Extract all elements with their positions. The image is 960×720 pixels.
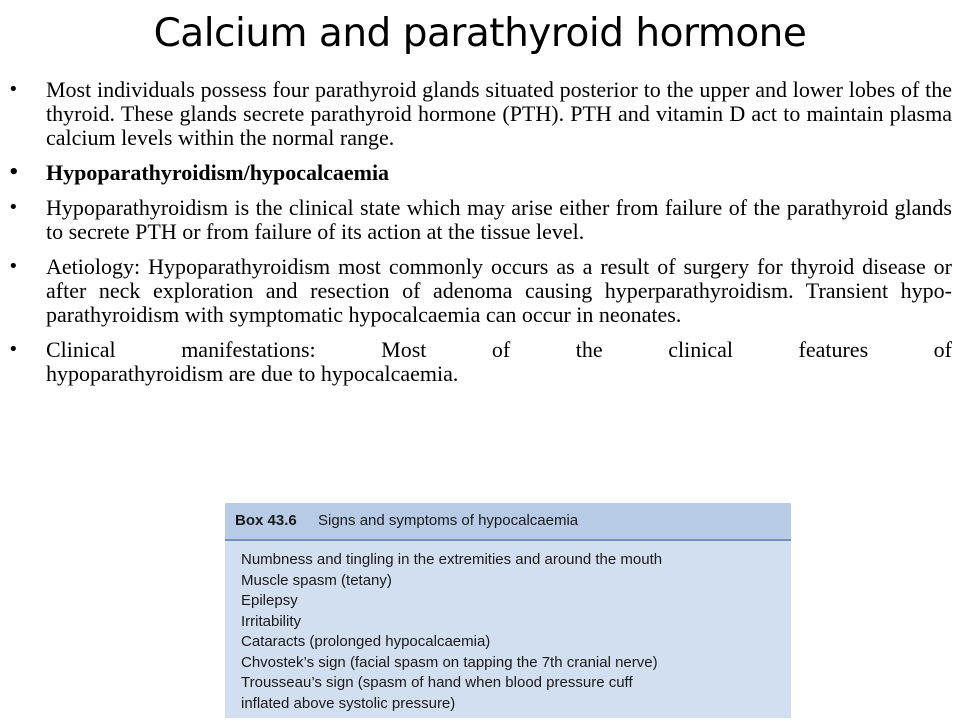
- bullet-aetiology: • Aetiology: Hypoparathyroidism most commonly occurs as a result of surgery for thyroid disease or after neck exploration and resection of adenoma causing hyperparathyroidism. Transient hypo-parathyroidism with symptomatic hypocalcaemia can occur in neonates.: [46, 255, 952, 327]
- slide-title: Calcium and parathyroid hormone: [153, 11, 807, 56]
- box-header: [225, 503, 791, 541]
- box-item-epilepsy: Epilepsy: [241, 592, 298, 609]
- bullet-parathyroid-glands: • Most individuals possess four parathyroid glands situated posterior to the upper and lower lobes of the thyroid. These glands secrete parathyroid hormone (PTH). PTH and vitamin D act to maintain plasma calcium levels within the normal range.: [46, 78, 952, 150]
- bullet-list: [0, 78, 960, 386]
- bullet-clinical-manifestations: [46, 338, 952, 386]
- hypocalcaemia-signs-box: [225, 503, 791, 718]
- box-item-irritability: Irritability: [241, 612, 302, 630]
- box-item-numbness: Numbness and tingling in the extremities and around the mouth: [241, 551, 663, 568]
- clinical-manifestations-line-2: hypoparathyroidism are due to hypocalcaemia.: [46, 361, 459, 386]
- box-item-muscle-spasm: Muscle spasm (tetany): [241, 571, 392, 589]
- bullet-hypoparathyroidism-definition: • Hypoparathyroidism is the clinical state which may arise either from failure of the parathyroid glands to secrete PTH or from failure of its action at the tissue level.: [46, 196, 952, 244]
- box-item-cataracts: Cataracts (prolonged hypocalcaemia): [241, 633, 491, 650]
- bullet-hypoparathyroidism-heading: • Hypoparathyroidism/hypocalcaemia: [46, 161, 952, 185]
- clinical-manifestations-line-1: Clinical manifestations: Most of the clinical features of: [46, 337, 952, 362]
- box-title: Signs and symptoms of hypocalcaemia: [318, 512, 579, 529]
- box-item-trousseau-sign-continued: inflated above systolic pressure): [241, 694, 456, 712]
- box-item-chvostek-sign: Chvostek’s sign (facial spasm on tapping the 7th cranial nerve): [241, 653, 658, 671]
- box-item-trousseau-sign: Trousseau’s sign (spasm of hand when blood pressure cuff: [241, 674, 633, 691]
- box-number: Box 43.6: [235, 512, 297, 529]
- box-symptom-list: [241, 550, 781, 714]
